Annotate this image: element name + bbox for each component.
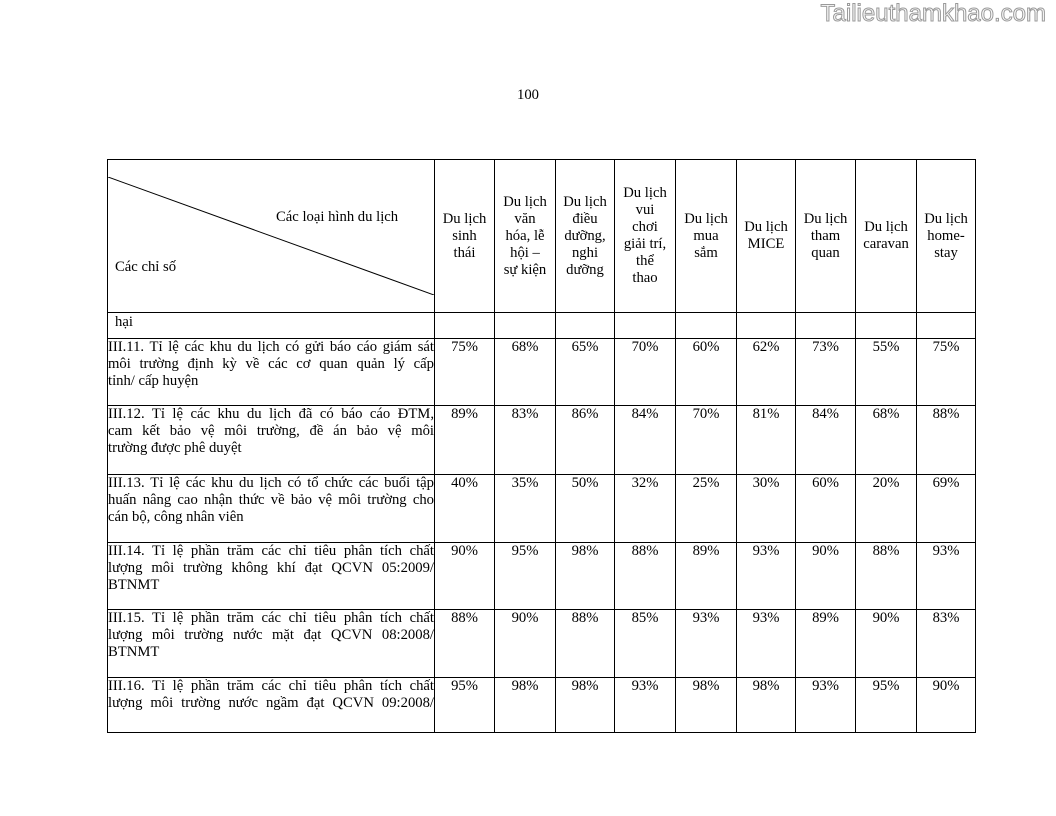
empty-cell	[495, 313, 556, 339]
continuation-label	[108, 313, 435, 339]
indicator-label-line: BTNMT	[108, 644, 160, 660]
value-cell: 50%	[556, 475, 615, 543]
value-cell: 98%	[495, 678, 556, 733]
value-cell: 55%	[856, 339, 917, 406]
table-row	[108, 339, 976, 406]
value-cell: 95%	[435, 678, 495, 733]
column-header: Du lịch tham quan	[796, 160, 856, 313]
value-cell: 86%	[556, 406, 615, 475]
value-cell: 98%	[556, 543, 615, 610]
empty-cell	[917, 313, 976, 339]
value-cell: 68%	[495, 339, 556, 406]
value-cell: 90%	[917, 678, 976, 733]
value-cell: 98%	[737, 678, 796, 733]
value-cell: 88%	[917, 406, 976, 475]
continuation-text: hại	[115, 314, 133, 330]
value-cell: 89%	[796, 610, 856, 678]
indicator-label-line: lượng môi trường nước ngầm đạt QCVN 09:2008/	[108, 695, 434, 711]
value-cell: 95%	[856, 678, 917, 733]
table-row	[108, 406, 976, 475]
empty-cell	[676, 313, 737, 339]
value-cell: 70%	[676, 406, 737, 475]
value-cell: 70%	[615, 339, 676, 406]
indicator-label-line: cam kết bảo vệ môi trường, đề án bảo vệ môi	[108, 423, 434, 439]
indicator-label-line: tỉnh/ cấp huyện	[108, 373, 199, 389]
empty-cell	[737, 313, 796, 339]
value-cell: 98%	[676, 678, 737, 733]
value-cell: 84%	[615, 406, 676, 475]
value-cell: 98%	[556, 678, 615, 733]
column-axis-label: Các loại hình du lịch	[276, 209, 399, 225]
value-cell: 93%	[917, 543, 976, 610]
column-header: Du lịch văn hóa, lễ hội – sự kiện	[495, 160, 556, 313]
value-cell: 93%	[737, 610, 796, 678]
indicator-label-line: môi trường định kỳ về các cơ quan quản lý cấp	[108, 356, 434, 372]
indicator-label-line: III.12. Tỉ lệ các khu du lịch đã có báo cáo ĐTM,	[108, 406, 434, 422]
indicator-label-line: III.13. Tỉ lệ các khu du lịch có tổ chức các buổi tập	[108, 475, 434, 491]
value-cell: 83%	[917, 610, 976, 678]
indicator-label-line: III.11. Tỉ lệ các khu du lịch có gửi báo cáo giám sát	[108, 339, 434, 355]
value-cell: 93%	[796, 678, 856, 733]
value-cell: 60%	[796, 475, 856, 543]
value-cell: 83%	[495, 406, 556, 475]
value-cell: 75%	[917, 339, 976, 406]
empty-cell	[856, 313, 917, 339]
value-cell: 25%	[676, 475, 737, 543]
column-header: Du lịch mua sắm	[676, 160, 737, 313]
indicator-label	[108, 610, 435, 678]
indicator-label-line: BTNMT	[108, 577, 160, 593]
indicator-label	[108, 678, 435, 733]
value-cell: 73%	[796, 339, 856, 406]
value-cell: 93%	[676, 610, 737, 678]
value-cell: 93%	[615, 678, 676, 733]
continuation-row	[108, 313, 976, 339]
empty-cell	[556, 313, 615, 339]
column-header: Du lịch vui chơi giải trí, thể thao	[615, 160, 676, 313]
watermark: Tailieuthamkhao.com	[820, 0, 1046, 27]
value-cell: 69%	[917, 475, 976, 543]
indicator-label-line: huấn nâng cao nhận thức về bảo vệ môi trường cho	[108, 492, 434, 508]
column-header: Du lịch sinh thái	[435, 160, 495, 313]
column-header: Du lịch điều dưỡng, nghi dưỡng	[556, 160, 615, 313]
value-cell: 62%	[737, 339, 796, 406]
empty-cell	[435, 313, 495, 339]
table-row	[108, 475, 976, 543]
indicator-label	[108, 339, 435, 406]
value-cell: 95%	[495, 543, 556, 610]
value-cell: 90%	[796, 543, 856, 610]
value-cell: 88%	[856, 543, 917, 610]
table-row	[108, 543, 976, 610]
column-header: Du lịch home- stay	[917, 160, 976, 313]
column-header: Du lịch MICE	[737, 160, 796, 313]
value-cell: 88%	[556, 610, 615, 678]
value-cell: 30%	[737, 475, 796, 543]
row-axis-label: Các chỉ số	[115, 259, 177, 275]
value-cell: 84%	[796, 406, 856, 475]
corner-diagonal-line	[108, 177, 434, 295]
value-cell: 85%	[615, 610, 676, 678]
value-cell: 88%	[615, 543, 676, 610]
value-cell: 35%	[495, 475, 556, 543]
value-cell: 32%	[615, 475, 676, 543]
indicator-label-line: III.14. Tỉ lệ phần trăm các chỉ tiêu phân tích chất	[108, 543, 434, 559]
indicator-label-line: cán bộ, công nhân viên	[108, 509, 244, 525]
indicator-label-line: III.16. Tỉ lệ phần trăm các chỉ tiêu phân tích chất	[108, 678, 434, 694]
value-cell: 90%	[435, 543, 495, 610]
indicator-label-line: lượng môi trường nước mặt đạt QCVN 08:2008/	[108, 627, 434, 643]
indicator-label-line: III.15. Tỉ lệ phần trăm các chỉ tiêu phân tích chất	[108, 610, 434, 626]
value-cell: 60%	[676, 339, 737, 406]
value-cell: 89%	[435, 406, 495, 475]
indicator-label	[108, 543, 435, 610]
indicator-table	[107, 159, 976, 733]
value-cell: 90%	[495, 610, 556, 678]
indicator-label	[108, 475, 435, 543]
column-header: Du lịch caravan	[856, 160, 917, 313]
empty-cell	[796, 313, 856, 339]
value-cell: 93%	[737, 543, 796, 610]
value-cell: 20%	[856, 475, 917, 543]
page-number: 100	[517, 87, 539, 103]
corner-header-cell	[108, 160, 435, 313]
value-cell: 75%	[435, 339, 495, 406]
indicator-label-line: trường được phê duyệt	[108, 440, 242, 456]
header-row	[108, 160, 976, 313]
value-cell: 90%	[856, 610, 917, 678]
indicator-label	[108, 406, 435, 475]
value-cell: 40%	[435, 475, 495, 543]
value-cell: 81%	[737, 406, 796, 475]
value-cell: 65%	[556, 339, 615, 406]
empty-cell	[615, 313, 676, 339]
value-cell: 88%	[435, 610, 495, 678]
indicator-label-line: lượng môi trường không khí đạt QCVN 05:2009/	[108, 560, 434, 576]
value-cell: 89%	[676, 543, 737, 610]
table-row	[108, 610, 976, 678]
value-cell: 68%	[856, 406, 917, 475]
table-row	[108, 678, 976, 733]
